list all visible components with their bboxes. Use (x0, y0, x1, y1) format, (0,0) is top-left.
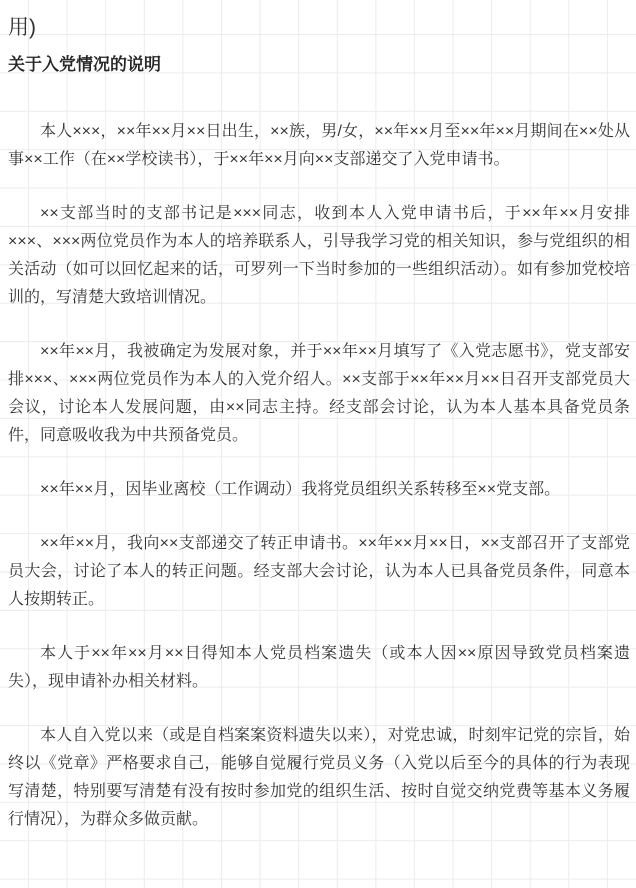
section-heading: 关于入党情况的说明 (8, 55, 161, 74)
paragraph-archive-loss: 本人于××年××月××日得知本人党员档案遗失（或本人因××原因导致党员档案遗失），现申请补办相关材料。 (8, 645, 630, 690)
paragraph-regularization: ××年××月，我向××支部递交了转正申请书。××年××月××日，××支部召开了支部党员大会，讨论了本人的转正问题。经支部大会讨论，认为本人已具备党员条件，同意本人按期转正。 (8, 535, 630, 608)
paragraph-relation-transfer: ××年××月，因毕业离校（工作调动）我将党员组织关系转移至××党支部。 (40, 481, 561, 498)
paragraph-branch-secretary-and-contacts: ××支部当时的支部书记是×××同志，收到本人入党申请书后，于××年××月安排×××、×××两位党员作为本人的培养联系人，引导我学习党的相关知识，参与党组织的相关活动（如可以回忆起来的话，可罗列一下当时参加的一些组织活动）。如有参加党校培训的，写清楚大致培训情况。 (8, 205, 630, 306)
article-title-truncated: 用) (8, 16, 36, 39)
paragraph-development-object-and-admission: ××年××月，我被确定为发展对象，并于××年××月填写了《入党志愿书》，党支部安排×××、×××两位党员作为本人的入党介绍人。××支部于××年××月××日召开支部党员大会议，讨论本人发展问题，由××同志主持。经支部会讨论，认为本人基本具备党员条件，同意吸收我为中共预备党员。 (8, 343, 630, 444)
paragraph-birth-and-application: 本人×××，××年××月××日出生，××族，男/女，××年××月至××年××月期间在××处从事××工作（在××学校读书），于××年××月向××支部递交了入党申请书。 (8, 123, 630, 168)
paragraph-loyalty-statement: 本人自入党以来（或是自档案案资料遗失以来），对党忠诚，时刻牢记党的宗旨，始终以《党章》严格要求自己，能够自觉履行党员义务（入党以后至今的具体的行为表现写清楚，特别要写清楚有没有按时参加党的组织生活、按时自觉交纳党费等基本义务履行情况），为群众多做贡献。 (8, 727, 630, 828)
